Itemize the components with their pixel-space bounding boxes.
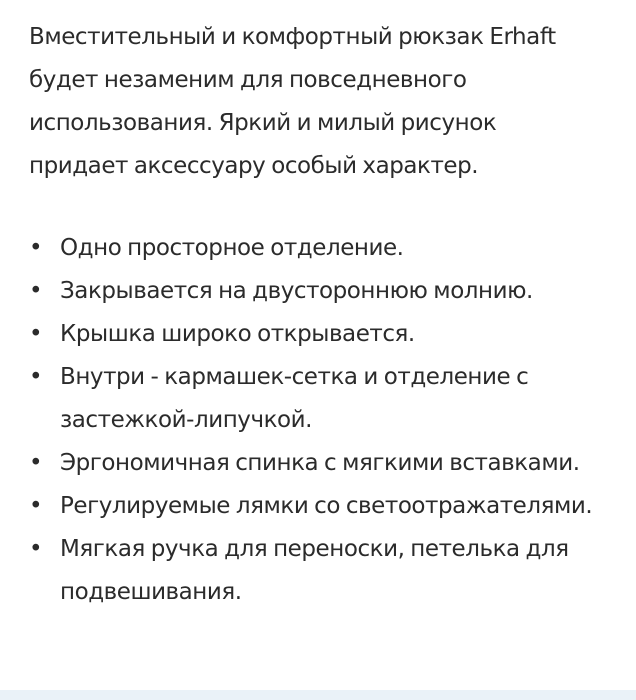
bullet-icon: • [29, 450, 43, 476]
feature-text: Одно просторное отделение. [60, 235, 404, 261]
feature-text: Закрывается на двустороннюю молнию. [60, 278, 533, 304]
feature-text: Внутри - кармашек-сетка и отделение с застежкой-липучкой. [60, 364, 529, 433]
bullet-icon: • [29, 493, 43, 519]
product-description-section [29, 16, 629, 605]
feature-item-5 [29, 442, 629, 485]
feature-item-6 [29, 485, 629, 528]
feature-list [29, 227, 629, 614]
bullet-icon: • [29, 321, 43, 347]
bullet-icon: • [29, 278, 43, 304]
feature-text: Крышка широко открывается. [60, 321, 415, 347]
bullet-icon: • [29, 536, 43, 562]
bottom-panel-edge [0, 690, 636, 700]
feature-item-3 [29, 313, 629, 356]
bullet-icon: • [29, 235, 43, 261]
feature-item-1 [29, 227, 629, 270]
feature-text: Эргономичная спинка с мягкими вставками. [60, 450, 580, 476]
product-description: Вместительный и комфортный рюкзак Erhaft будет незаменим для повседневного использования. Яркий и милый рисунок придает аксессуару особый характер. [29, 24, 556, 179]
feature-text: Мягкая ручка для переноски, петелька для подвешивания. [60, 536, 569, 605]
feature-item-4 [29, 356, 629, 442]
feature-item-7 [29, 528, 629, 614]
feature-item-2 [29, 270, 629, 313]
bullet-icon: • [29, 364, 43, 390]
feature-text: Регулируемые лямки со светоотражателями. [60, 493, 593, 519]
